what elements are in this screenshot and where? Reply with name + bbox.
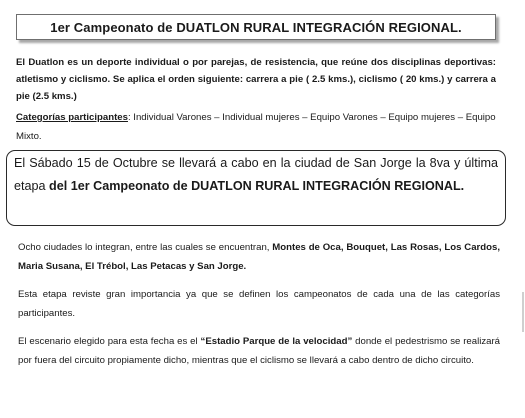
cities-list: Montes de Oca, Bouquet, Las Rosas, Los Cardos, Maria Susana, El Trébol, Las Petacas y San Jorge. [18,242,500,272]
venue-before: El escenario elegido para esta fecha es el [18,336,201,347]
venue-name: “Estadio Parque de la velocidad” [200,336,353,347]
title-box [16,14,496,40]
event-text: El Sábado 15 de Octubre se llevará a cabo en la ciudad de San Jorge la 8va y última etapa [14,156,498,193]
event-paragraph [14,152,498,198]
cities-intro: Ocho ciudades lo integran, entre las cuales se encuentran, [18,242,273,253]
categories-paragraph [16,108,496,146]
cities-paragraph [18,238,500,276]
scroll-indicator [522,292,524,332]
categories-label: Categorías participantes [16,112,128,123]
venue-paragraph [18,332,500,370]
stage-paragraph: Esta etapa reviste gran importancia ya que se definen los campeonatos de cada una de las categorías participantes. [18,289,500,319]
event-championship: del 1er Campeonato de DUATLON RURAL INTEGRACIÓN REGIONAL. [49,179,465,193]
categories-list: : Individual Varones – Individual mujeres – Equipo Varones – Equipo mujeres – Equipo Mixto. [16,112,496,142]
venue-after: donde el pedestrismo se realizará por fuera del circuito propiamente dicho, mientras que el ciclismo se llevará a cabo dentro de dicho circuito. [18,336,501,366]
page-title: 1er Campeonato de DUATLON RURAL INTEGRACIÓN REGIONAL. [50,19,462,35]
intro-paragraph: El Duatlon es un deporte individual o por parejas, de resistencia, que reúne dos disciplinas deportivas: atletismo y ciclismo. Se aplica el orden siguiente: carrera a pie ( 2.5 kms.), ciclismo ( 20 kms.) y carrera a pie (2.5 kms.) [16,57,496,102]
